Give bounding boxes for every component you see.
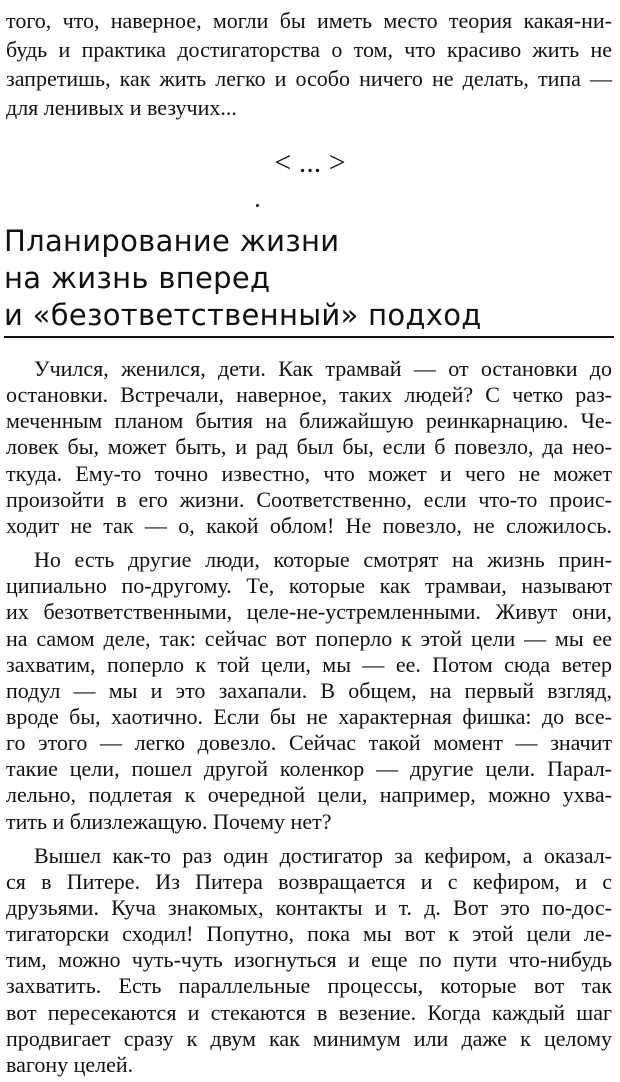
paragraph-line: вот пересекаются и стекаются в везение. Когда каждый шаг bbox=[6, 999, 612, 1025]
paragraph-line: го этого — легко довезло. Сейчас такой момент — значит bbox=[6, 730, 612, 756]
paragraph-line: подул — мы и это захапали. В общем, на первый взгляд, bbox=[6, 677, 612, 703]
section-separator: < ... > bbox=[274, 146, 346, 179]
paragraph-line: продвигает сразу к двум как минимум или даже к целому bbox=[6, 1025, 612, 1051]
paragraph-line: их безответственными, целе-не-устремленными. Живут они, bbox=[6, 599, 612, 625]
paragraph-line: тигаторски сходил! Попутно, пока мы вот к этой цели ле- bbox=[6, 921, 612, 947]
paragraph-line: тить и близлежащую. Почему нет? bbox=[6, 808, 332, 834]
paragraph-line: ткуда. Ему-то точно известно, что может и чего не может bbox=[6, 460, 612, 486]
heading-underline bbox=[4, 336, 614, 338]
paragraph-line: Но есть другие люди, которые смотрят на жизнь прин- bbox=[34, 547, 612, 572]
paragraph-line: ципиально по-другому. Те, которые как трамваи, называют bbox=[6, 573, 612, 599]
intro-line: того, что, наверное, могли бы иметь место теория какая-ни- bbox=[6, 8, 612, 33]
paragraph-line: ловек бы, может быть, и рад был бы, если б повезло, да нео- bbox=[6, 434, 612, 460]
paragraph-line: ся в Питере. Из Питера возвращается и с кефиром, и с bbox=[6, 868, 612, 894]
print-speck bbox=[256, 204, 259, 207]
intro-line: будь и практика достигаторства о том, что красиво жить не bbox=[6, 37, 612, 62]
paragraph-line: ходит не так — о, какой облом! Не повезло, не сложилось. bbox=[6, 512, 612, 538]
paragraph-line: друзьями. Куча знакомых, контакты и т. д. Вот это по-дос- bbox=[6, 895, 612, 920]
paragraph-line: такие цели, пошел другой коленкор — другие цели. Парал- bbox=[6, 756, 612, 782]
paragraph-line: меченным планом бытия на ближайшую реинкарнацию. Че- bbox=[6, 408, 612, 434]
paragraph-line: произойти в его жизни. Соответственно, если что-то проис- bbox=[6, 486, 612, 512]
paragraph-line: захватим, поперло к той цели, мы — ее. Потом сюда ветер bbox=[6, 651, 612, 677]
paragraph-line: Учился, женился, дети. Как трамвай — от остановки до bbox=[34, 356, 612, 381]
paragraph-line: вроде бы, хаотично. Если бы не характерная фишка: до все- bbox=[6, 703, 612, 729]
paragraph-line: вагону целей. bbox=[6, 1051, 134, 1077]
paragraph-line: остановки. Встречали, наверное, таких людей? С четко раз- bbox=[6, 382, 612, 408]
paragraph-line: лельно, подлетая к очередной цели, например, можно ухва- bbox=[6, 782, 612, 808]
section-title-line: Планирование жизни bbox=[4, 224, 340, 258]
paragraph-line: на самом деле, так: сейчас вот поперло к этой цели — мы ее bbox=[6, 625, 612, 651]
paragraph-line: тим, можно чуть-чуть изогнуться и еще по пути что-нибудь bbox=[6, 947, 612, 973]
intro-line: для ленивых и везучих... bbox=[6, 95, 237, 120]
section-title-line: и «безответственный» подход bbox=[4, 298, 482, 332]
paragraph-line: Вышел как-то раз один достигатор за кефиром, а оказал- bbox=[34, 842, 612, 868]
section-title-line: на жизнь вперед bbox=[4, 261, 271, 295]
intro-line: запретишь, как жить легко и особо ничего не делать, типа — bbox=[6, 66, 612, 91]
paragraph-line: захватить. Есть параллельные процессы, которые вот так bbox=[6, 973, 612, 999]
